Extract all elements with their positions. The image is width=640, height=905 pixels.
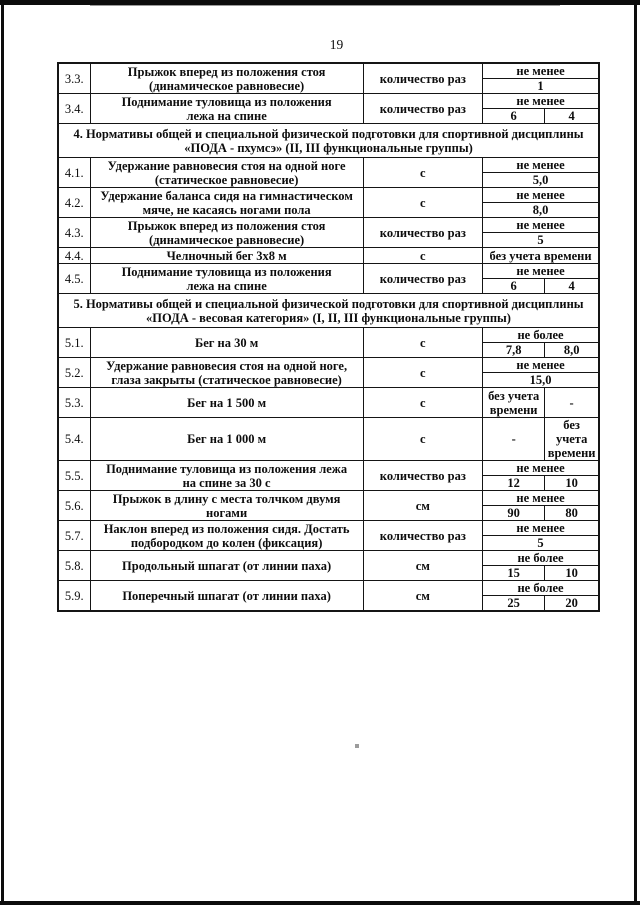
unit-cell: количество раз (363, 94, 482, 124)
value-cell: 7,8 (483, 343, 545, 358)
exercise-name-cell (90, 94, 363, 124)
value-cell: 15 (483, 566, 545, 581)
row-number-cell: 4.4. (58, 248, 90, 264)
table-row (58, 94, 599, 109)
exercise-name-cell (90, 188, 363, 218)
limit-cell: не менее (483, 521, 599, 536)
scan-speck (355, 744, 359, 748)
exercise-name-cell (90, 521, 363, 551)
table-row (58, 248, 599, 264)
unit-cell: количество раз (363, 521, 482, 551)
section-header-cell (58, 294, 599, 328)
table-row (58, 328, 599, 343)
text-line: 4. Нормативы общей и специальной физической подготовки для спортивной дисциплины (73, 126, 584, 141)
unit-cell: количество раз (363, 264, 482, 294)
table-row (58, 491, 599, 506)
text-line: (динамическое равновесие) (149, 232, 305, 247)
table-row (58, 521, 599, 536)
unit-cell: см (363, 551, 482, 581)
exercise-name-cell (90, 248, 363, 264)
text-line: лежа на спине (186, 278, 267, 293)
row-number-cell: 4.5. (58, 264, 90, 294)
limit-cell: не менее (483, 461, 599, 476)
limit-cell: не менее (483, 158, 599, 173)
value-cell: - (545, 388, 599, 418)
text-line: мяче, не касаясь ногами пола (142, 202, 311, 217)
page-number: 19 (329, 37, 344, 52)
row-number-cell: 3.4. (58, 94, 90, 124)
exercise-name-cell (90, 328, 363, 358)
section-header-row (58, 124, 599, 158)
unit-cell: с (363, 248, 482, 264)
text-line: Бег на 1 000 м (187, 432, 267, 446)
text-line: Удержание баланса сидя на гимнастическом (100, 188, 353, 203)
text-line: (динамическое равновесие) (149, 78, 305, 93)
exercise-name-cell (90, 358, 363, 388)
row-number-cell: 4.1. (58, 158, 90, 188)
text-line: Удержание равновесия стоя на одной ноге, (106, 358, 348, 373)
value-cell: 80 (545, 506, 599, 521)
value-cell: 4 (545, 279, 599, 294)
text-line: лежа на спине (186, 108, 267, 123)
limit-cell: не более (483, 328, 599, 343)
table-row (58, 418, 599, 461)
exercise-name-cell (90, 461, 363, 491)
scan-edge-bottom (0, 901, 640, 905)
text-line: подбородком до колен (фиксация) (130, 535, 323, 550)
scan-edge-right (634, 0, 637, 905)
limit-cell: не менее (483, 63, 599, 79)
row-number-cell: 5.8. (58, 551, 90, 581)
standards-table (57, 62, 600, 612)
text-line: Поднимание туловища из положения (121, 264, 332, 279)
limit-cell: не более (483, 551, 599, 566)
table-row (58, 388, 599, 418)
table-row (58, 188, 599, 203)
text-line: Удержание равновесия стоя на одной ноге (107, 158, 346, 173)
text-line: Поднимание туловища из положения (121, 94, 332, 109)
table-row (58, 264, 599, 279)
limit-cell: не менее (483, 218, 599, 233)
unit-cell: количество раз (363, 218, 482, 248)
limit-cell: не менее (483, 264, 599, 279)
row-number-cell: 5.5. (58, 461, 90, 491)
table-row (58, 63, 599, 79)
exercise-name-cell (90, 158, 363, 188)
unit-cell: количество раз (363, 63, 482, 94)
row-number-cell: 5.9. (58, 581, 90, 612)
limit-cell: не менее (483, 358, 599, 373)
value-cell: 10 (545, 476, 599, 491)
unit-cell: с (363, 388, 482, 418)
row-number-cell: 4.3. (58, 218, 90, 248)
value-cell: 90 (483, 506, 545, 521)
unit-cell: см (363, 491, 482, 521)
section-header-row (58, 294, 599, 328)
value-cell: 8,0 (545, 343, 599, 358)
row-number-cell: 5.4. (58, 418, 90, 461)
value-cell: 15,0 (483, 373, 599, 388)
unit-cell: с (363, 158, 482, 188)
value-cell: без учета времени (545, 418, 599, 461)
scan-edge-top-shadow (90, 5, 560, 6)
text-line: Прыжок в длину с места толчком двумя ногами (112, 491, 341, 520)
row-number-cell: 5.7. (58, 521, 90, 551)
table-row (58, 461, 599, 476)
limit-cell: не более (483, 581, 599, 596)
text-line: «ПОДА - весовая категория» (I, II, III функциональные группы) (146, 310, 511, 325)
unit-cell: с (363, 358, 482, 388)
text-line: Продольный шпагат (от линии паха) (122, 558, 332, 573)
value-cell: 4 (545, 109, 599, 124)
value-cell: 12 (483, 476, 545, 491)
row-number-cell: 5.2. (58, 358, 90, 388)
text-line: Бег на 1 500 м (187, 395, 267, 410)
text-line: Поперечный шпагат (от линии паха) (122, 588, 331, 603)
exercise-name-cell (90, 388, 363, 418)
table-row (58, 358, 599, 373)
row-number-cell: 3.3. (58, 63, 90, 94)
unit-cell: с (363, 418, 482, 461)
text-line: «ПОДА - пхумсэ» (II, III функциональные группы) (184, 140, 473, 155)
limit-cell: не менее (483, 94, 599, 109)
scan-edge-left (1, 0, 4, 905)
value-cell: 5 (483, 536, 599, 551)
text-line: Поднимание туловища из положения лежа (106, 461, 348, 476)
row-number-cell: 5.1. (58, 328, 90, 358)
row-number-cell: 4.2. (58, 188, 90, 218)
exercise-name-cell (90, 218, 363, 248)
limit-cell: не менее (483, 491, 599, 506)
value-cell: без учета времени (483, 388, 545, 418)
text-line: Прыжок вперед из положения стоя (127, 218, 326, 233)
exercise-name-cell (90, 264, 363, 294)
text-line: Челночный бег 3х8 м (166, 248, 287, 263)
value-cell: 25 (483, 596, 545, 612)
value-cell: - (483, 418, 545, 461)
value-cell: 5 (483, 233, 599, 248)
exercise-name-cell (90, 581, 363, 612)
unit-cell: количество раз (363, 461, 482, 491)
table-row (58, 218, 599, 233)
document-sheet (57, 0, 600, 612)
table-row (58, 581, 599, 596)
value-cell: 10 (545, 566, 599, 581)
limit-cell: не менее (483, 188, 599, 203)
value-cell: 6 (483, 109, 545, 124)
value-cell: 6 (483, 279, 545, 294)
value-cell: 5,0 (483, 173, 599, 188)
row-number-cell: 5.6. (58, 491, 90, 521)
value-cell: 8,0 (483, 203, 599, 218)
exercise-name-cell (90, 551, 363, 581)
unit-cell: см (363, 581, 482, 612)
row-number-cell: 5.3. (58, 388, 90, 418)
exercise-name-cell (90, 418, 363, 461)
table-row (58, 551, 599, 566)
text-line: глаза закрыты (статическое равновесие) (111, 372, 342, 387)
value-cell: без учета времени (483, 248, 599, 264)
unit-cell: с (363, 188, 482, 218)
text-line: Бег на 30 м (194, 335, 259, 350)
text-line: 5. Нормативы общей и специальной физической подготовки для спортивной дисциплины (73, 296, 584, 311)
text-line: на спине за 30 с (182, 475, 271, 490)
text-line: Наклон вперед из положения сидя. Достать (103, 521, 350, 536)
exercise-name-cell (90, 491, 363, 521)
section-header-cell (58, 124, 599, 158)
exercise-name-cell (90, 63, 363, 94)
text-line: Прыжок вперед из положения стоя (127, 64, 326, 79)
value-cell: 20 (545, 596, 599, 612)
value-cell: 1 (483, 79, 599, 94)
table-row (58, 158, 599, 173)
text-line: (статическое равновесие) (154, 172, 299, 187)
unit-cell: с (363, 328, 482, 358)
